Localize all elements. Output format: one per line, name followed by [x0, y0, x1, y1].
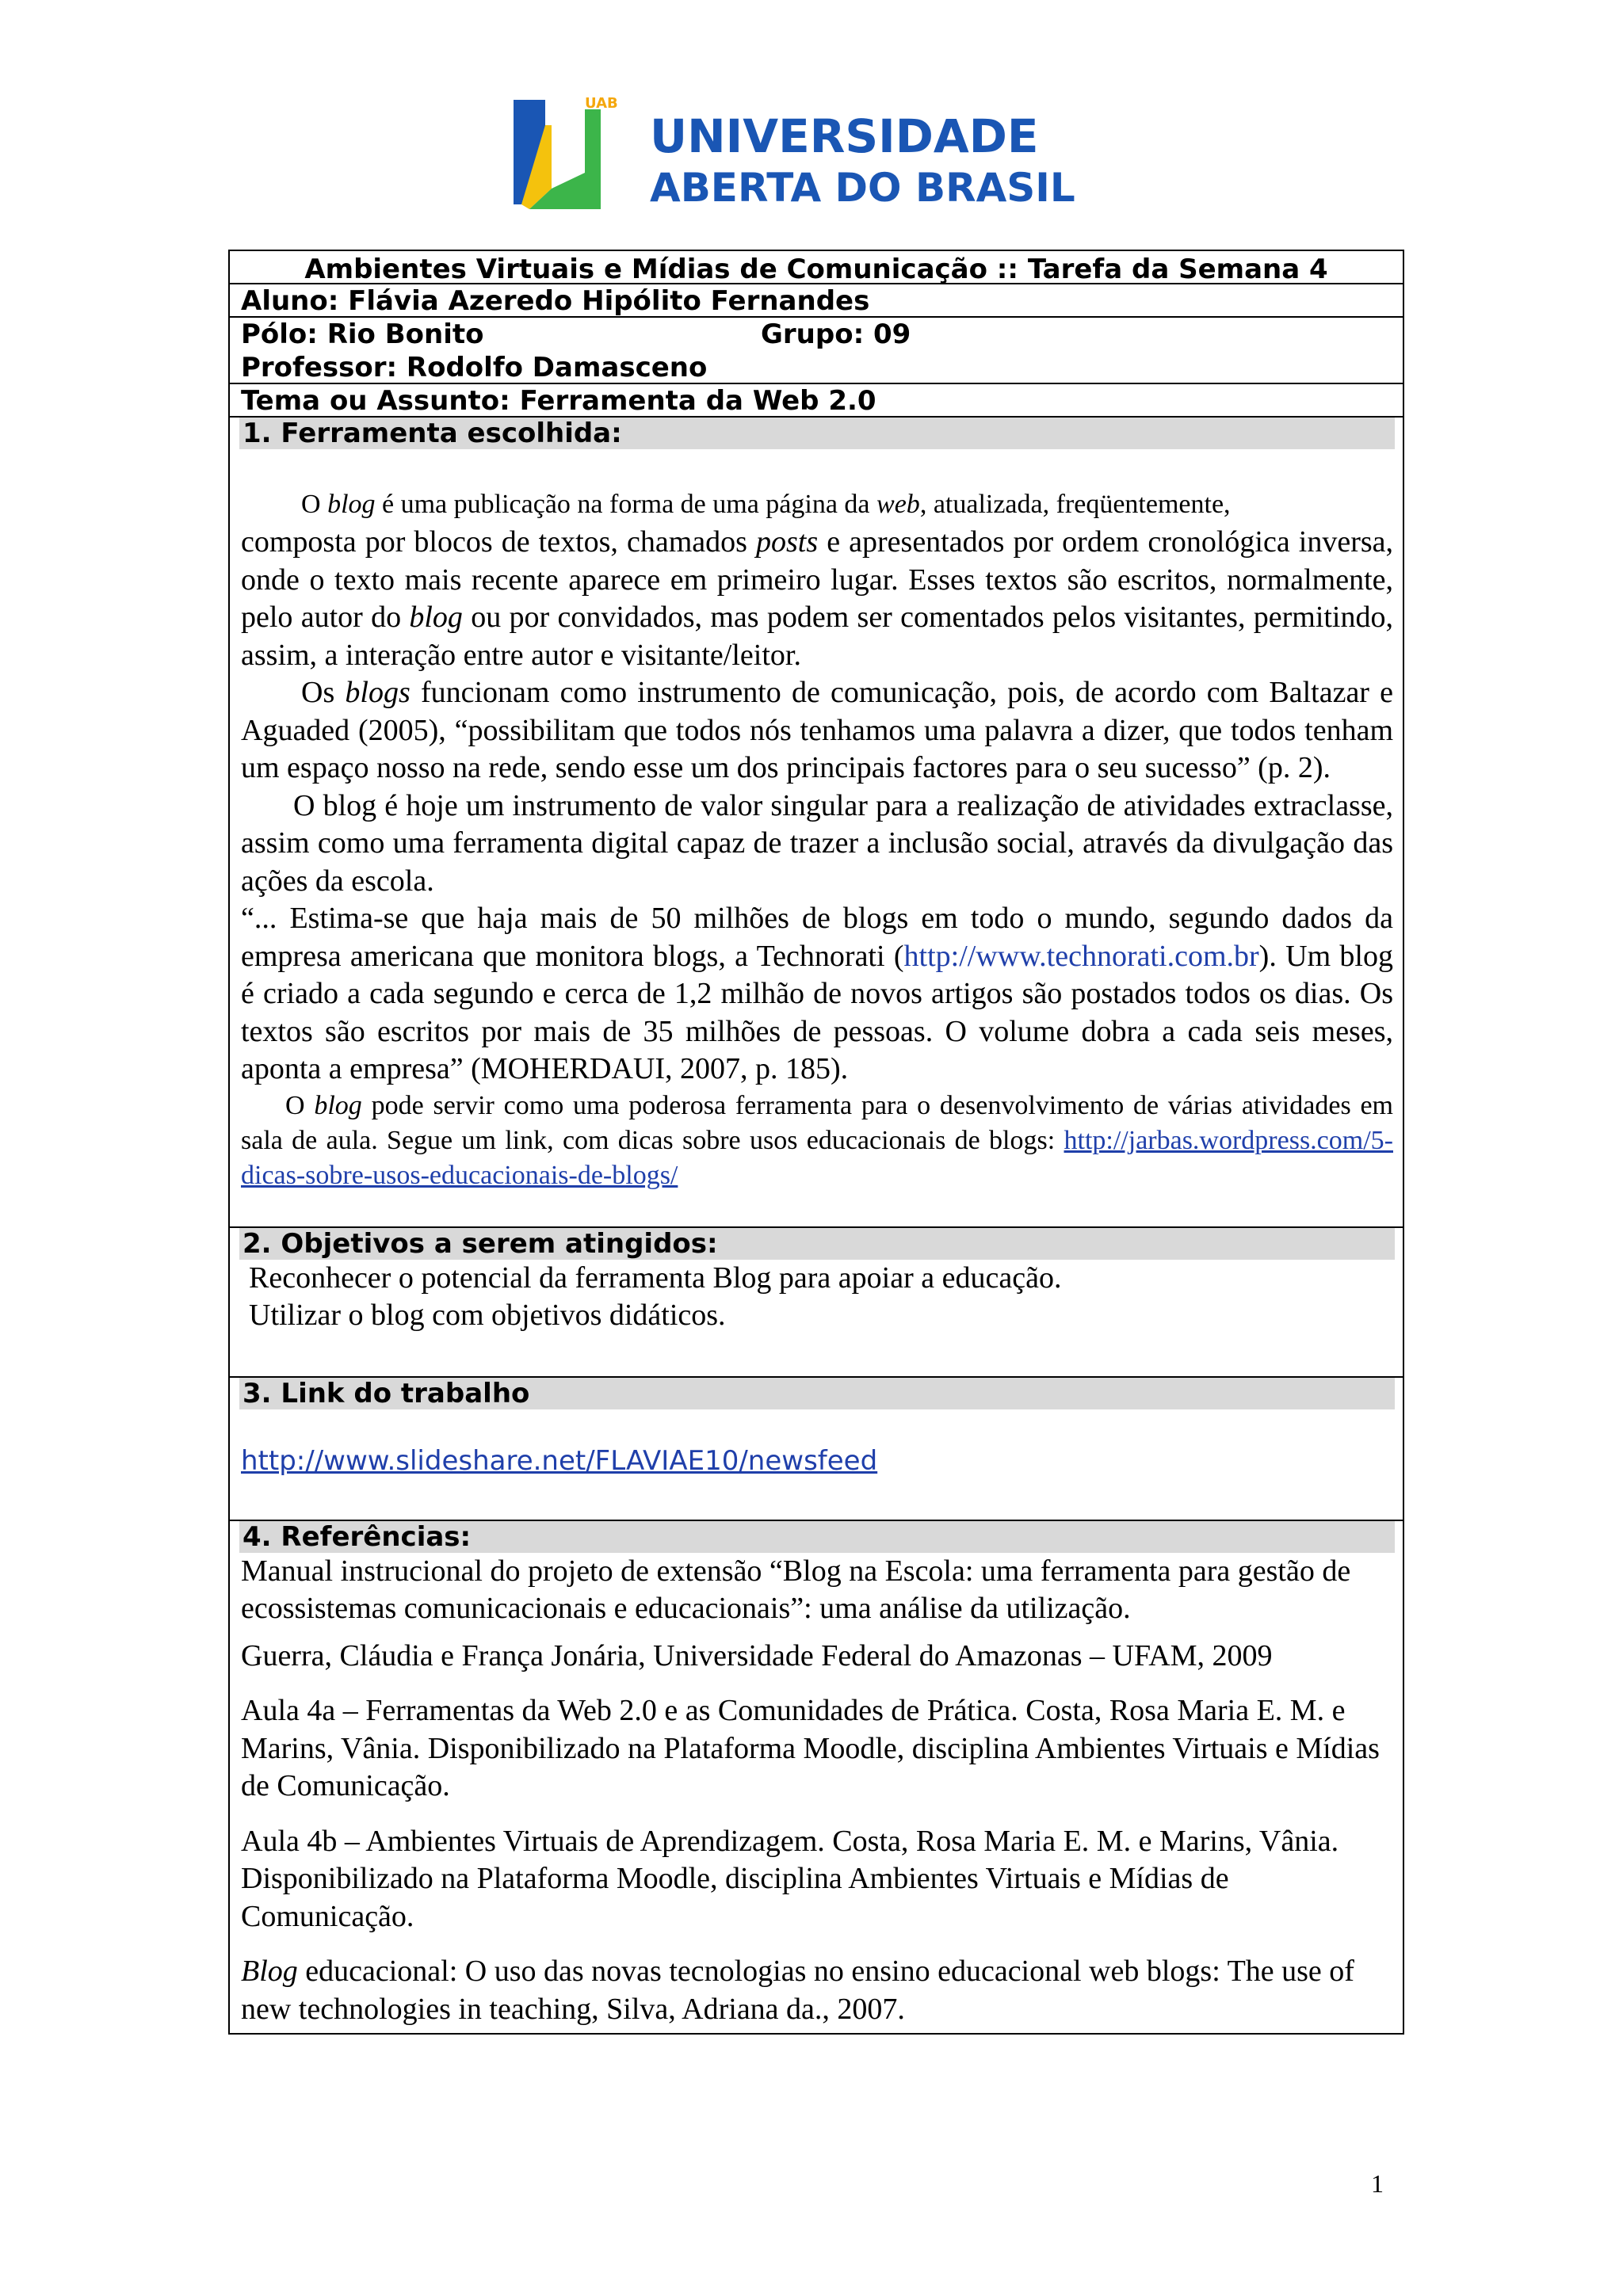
reference-4: Blog educacional: O uso das novas tecnologias no ensino educacional web blogs: The use of new technologies in teaching, Silva, Adriana da., 2007. [241, 1955, 1354, 2026]
technorati-link[interactable]: http://www.technorati.com.br [903, 939, 1259, 973]
section-4 [230, 1521, 1403, 2034]
section-3 [230, 1378, 1403, 1521]
reference-1: Manual instrucional do projeto de extensão “Blog na Escola: uma ferramenta para gestão de ecossistemas comunicacionais e educacionais”: uma análise da utilização. [241, 1554, 1351, 1625]
logo-line2: ABERTA DO BRASIL [650, 165, 1075, 211]
topic-label: Tema ou Assunto: Ferramenta da Web 2.0 [230, 384, 1403, 418]
professor-label: Professor: Rodolfo Damasceno [241, 352, 708, 383]
objective-1: Reconhecer o potencial da ferramenta Blog para apoiar a educação. [249, 1261, 1062, 1295]
section-1 [230, 418, 1403, 1228]
reference-3: Aula 4b – Ambientes Virtuais de Aprendizagem. Costa, Rosa Maria E. M. e Marins, Vânia. Disponibilizado na Plataforma Moodle, disciplina Ambientes Virtuais e Mídias de Comunicação. [241, 1824, 1339, 1933]
student-name: Aluno: Flávia Azeredo Hipólito Fernandes [230, 284, 1403, 318]
section-3-heading: 3. Link do trabalho [239, 1378, 1395, 1409]
jarbas-link[interactable]: http://jarbas.wordpress.com/5-dicas-sobre-usos-educacionais-de-blogs/ [241, 1125, 1393, 1190]
section-4-heading: 4. Referências: [239, 1521, 1395, 1553]
uab-logo [498, 93, 1100, 212]
paragraph-3: O blog é hoje um instrumento de valor singular para a realização de atividades extraclasse, assim como uma ferramenta digital capaz de trazer a inclusão social, através da divulgação das ações da escola. [241, 788, 1393, 898]
paragraph-5: O blog pode servir como uma poderosa ferramenta para o desenvolvimento de várias atividades em sala de aula. Segue um link, com dicas sobre usos educacionais de blogs: http://jarbas.wordpress.com/5-dicas-sobre-usos-educacionais-de-blogs/ [241, 1090, 1393, 1190]
paragraph-2: Os blogs funcionam como instrumento de comunicação, pois, de acordo com Baltazar e Aguaded (2005), “possibilitam que todos nós tenhamos uma palavra a dizer, que todos tenham um espaço nosso na rede, sendo esse um dos principais factores para o seu sucesso” (p. 2). [241, 676, 1394, 784]
section-2 [230, 1228, 1403, 1378]
section-1-heading: 1. Ferramenta escolhida: [239, 418, 1395, 449]
slideshare-link[interactable]: http://www.slideshare.net/FLAVIAE10/newsfeed [241, 1444, 878, 1477]
section-2-heading: 2. Objetivos a serem atingidos: [239, 1228, 1395, 1260]
page-number: 1 [1371, 2169, 1384, 2198]
paragraph-1: composta por blocos de textos, chamados posts e apresentados por ordem cronológica inversa, onde o texto mais recente aparece em primeiro lugar. Esses textos são escritos, normalmente, pelo autor do blog ou por convidados, mas podem ser comentados pelos visitantes, permitindo, assim, a interação entre autor e visitante/leitor. [241, 525, 1393, 672]
reference-1-authors: Guerra, Cláudia e França Jonária, Universidade Federal do Amazonas – UFAM, 2009 [241, 1638, 1273, 1672]
logo-line1: UNIVERSIDADE [650, 109, 1039, 163]
objective-2: Utilizar o blog com objetivos didáticos. [249, 1299, 726, 1332]
grupo-label: Grupo: 09 [761, 318, 911, 350]
polo-professor-cell [230, 318, 1403, 384]
logo-small-label: UAB [585, 95, 618, 112]
assignment-table [228, 250, 1404, 2035]
reference-2: Aula 4a – Ferramentas da Web 2.0 e as Comunidades de Prática. Costa, Rosa Maria E. M. e Marins, Vânia. Disponibilizado na Plataforma Moodle, disciplina Ambientes Virtuais e Mídias de Comunicação. [241, 1694, 1380, 1802]
paragraph-1-intro: O blog é uma publicação na forma de uma página da web, atualizada, freqüentemente, [301, 490, 1231, 519]
paragraph-4: “... Estima-se que haja mais de 50 milhões de blogs em todo o mundo, segundo dados da empresa americana que monitora blogs, a Technorati (http://www.technorati.com.br). Um blog é criado a cada segundo e cerca de 1,2 milhão de novos artigos são postados todos os dias. Os textos são escritos por mais de 35 milhões de pessoas. O volume dobra a cada seis meses, aponta a empresa” (MOHERDAUI, 2007, p. 185). [241, 902, 1393, 1085]
polo-label: Pólo: Rio Bonito [241, 318, 484, 350]
course-title: Ambientes Virtuais e Mídias de Comunicação :: Tarefa da Semana 4 [230, 251, 1403, 284]
